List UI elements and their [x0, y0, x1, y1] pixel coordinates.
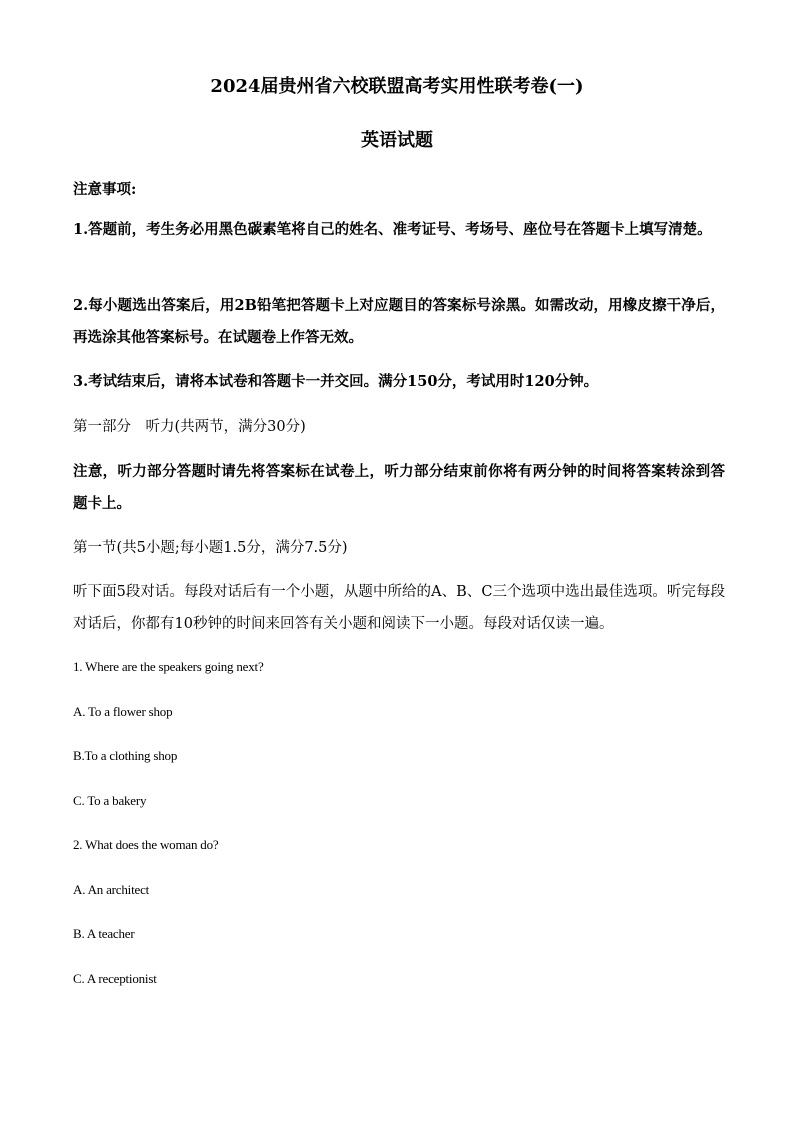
question-2-option-b: B. A teacher [73, 926, 135, 941]
question-1-option-b: B.To a clothing shop [73, 748, 178, 763]
part1-heading: 第一部分 听力(共两节，满分30分) [73, 419, 306, 435]
question-2-stem: 2. What does the woman do? [73, 837, 219, 852]
exam-subtitle: 英语试题 [361, 130, 433, 151]
question-1-stem: 1. Where are the speakers going next? [73, 659, 264, 674]
exam-title: 2024届贵州省六校联盟高考实用性联考卷(一) [210, 76, 584, 97]
section1-heading: 第一节(共5小题;每小题1.5分，满分7.5分) [73, 540, 348, 556]
notes-heading: 注意事项: [73, 181, 137, 198]
question-2-option-a: A. An architect [73, 882, 150, 897]
question-1-option-c: C. To a bakery [73, 793, 147, 808]
listening-note: 注意，听力部分答题时请先将答案标在试卷上，听力部分结束前你将有两分钟的时间将答案转涂到答题卡上。 [73, 463, 725, 512]
question-2-option-c: C. A receptionist [73, 971, 157, 986]
question-1-option-a: A. To a flower shop [73, 704, 173, 719]
section1-instructions: 听下面5段对话。每段对话后有一个小题，从题中所给的A、B、C三个选项中选出最佳选项。听完每段对话后，你都有10秒钟的时间来回答有关小题和阅读下一小题。每段对话仅读一遍。 [73, 584, 725, 632]
note-item-3: 3.考试结束后，请将本试卷和答题卡一并交回。满分150分，考试用时120分钟。 [73, 373, 599, 390]
note-item-1: 1.答题前，考生务必用黑色碳素笔将自己的姓名、准考证号、考场号、座位号在答题卡上填写清楚。 [73, 221, 712, 238]
note-item-2: 2.每小题选出答案后，用2B铅笔把答题卡上对应题目的答案标号涂黑。如需改动，用橡皮擦干净后，再选涂其他答案标号。在试题卷上作答无效。 [73, 297, 725, 346]
